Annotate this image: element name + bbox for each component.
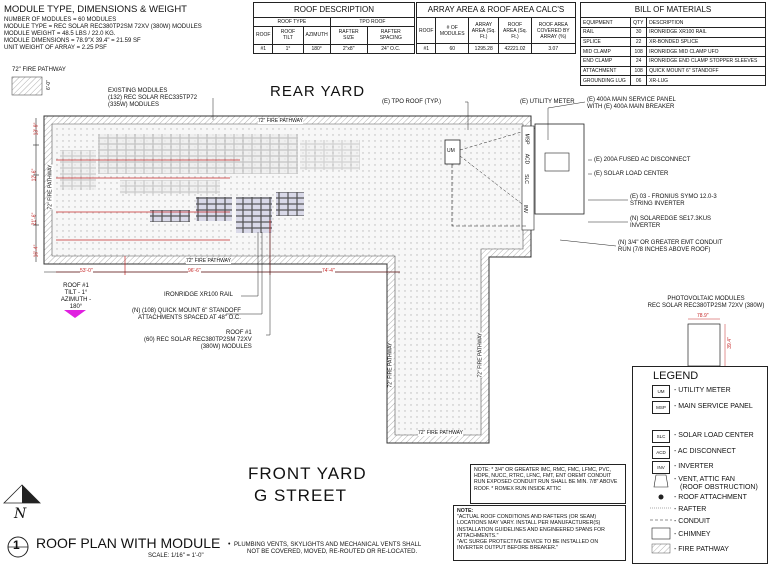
main-panel-line-1: (E) 400A MAIN SERVICE PANEL xyxy=(587,97,676,103)
roof-modules-callout xyxy=(144,330,252,351)
new-modules-group-1 xyxy=(196,197,232,221)
rear-yard-label: REAR YARD xyxy=(270,83,366,100)
roof-modules-line-2: (60) REC SOLAR REC380TP2SM 72XV xyxy=(144,337,252,343)
legend-label-vent: - VENT, ATTIC FAN xyxy=(674,476,735,483)
attachments-callout xyxy=(132,308,241,322)
fire-pathway-left: 72" FIRE PATHWAY xyxy=(47,164,54,210)
dim-bottom-3: 74'-4" xyxy=(322,268,335,274)
fire-pathway-side-dim: 6'-0" xyxy=(45,80,52,90)
inv-label: INV xyxy=(522,204,529,214)
bom-header-cell-1: EQUIPMENT xyxy=(581,18,631,28)
main-panel-line-2: WITH (E) 400A MAIN BREAKER xyxy=(587,104,675,110)
existing-modules-area-4 xyxy=(300,140,360,170)
bom-cell: SPLICE xyxy=(581,37,631,47)
acd-label: ACD xyxy=(523,153,530,165)
module-spec-line-1: NUMBER OF MODULES = 60 MODULES xyxy=(4,17,117,23)
array-area-title: ARRAY AREA & ROOF AREA CALC'S xyxy=(417,3,576,18)
bom-cell: QUICK MOUNT 6" STANDOFF xyxy=(647,66,766,76)
array-area-header-cell-5: ROOF AREA COVERED BY ARRAY (%) xyxy=(531,18,576,44)
pv-module-height: 39.4" xyxy=(726,337,733,349)
bom-cell: 06 xyxy=(631,76,647,86)
vents-note-line-2: NOT BE COVERED, MOVED, RE-ROUTED OR RE-LOCATED. xyxy=(247,549,418,555)
existing-modules-line-2: (132) REC SOLAR REC335TP72 xyxy=(108,95,198,101)
equipment-inner xyxy=(545,153,569,171)
bom-cell: 22 xyxy=(631,37,647,47)
msp-label: MSP xyxy=(523,133,530,145)
legend-label-acd: - AC DISCONNECT xyxy=(674,448,736,455)
plan-scale: SCALE: 1/16" = 1'-0" xyxy=(148,553,204,559)
conduit-callout xyxy=(618,240,723,254)
rail-callout: IRONRIDGE XR100 RAIL xyxy=(164,292,234,298)
existing-modules-area-1 xyxy=(98,134,298,174)
conduit-line-1: (N) 3/4" OR GREATER EMT CONDUIT xyxy=(618,240,723,246)
ac-disconnect-callout: (E) 200A FUSED AC DISCONNECT xyxy=(594,157,691,163)
general-note xyxy=(453,505,626,561)
bom-cell: 108 xyxy=(631,47,647,57)
legend-label-msp: - MAIN SERVICE PANEL xyxy=(674,403,753,410)
roof-desc-header-cell-4: RAFTER SIZE xyxy=(330,27,367,44)
existing-modules-area-3 xyxy=(120,180,220,194)
roof-desc-row-cell-5: 24" O.C. xyxy=(367,44,414,53)
attachments-line-1: (N) (108) QUICK MOUNT 6" STANDOFF xyxy=(132,308,241,314)
fire-pathway-top-label: 72" FIRE PATHWAY xyxy=(12,67,66,73)
legend-sym-msp: MSP xyxy=(652,401,670,414)
solar-center-callout: (E) SOLAR LOAD CENTER xyxy=(594,171,669,177)
vents-bullet: • xyxy=(228,541,231,548)
roof-description-title: ROOF DESCRIPTION xyxy=(254,3,415,18)
bom-cell: END CLAMP xyxy=(581,56,631,66)
legend-label-rafter: - RAFTER xyxy=(674,506,707,513)
bom-cell: GROUNDING LUG xyxy=(581,76,631,86)
north-arrow-icon xyxy=(4,485,40,503)
roof-modules-line-3: (380W) MODULES xyxy=(200,344,252,350)
legend-title: LEGEND xyxy=(653,370,699,382)
roof-tilt: TILT - 1° xyxy=(64,290,88,296)
dim-left-bottom: 16'-4" xyxy=(33,244,40,258)
existing-modules-line-3: (335W) MODULES xyxy=(108,102,160,108)
legend-label-um: - UTILITY METER xyxy=(674,387,731,394)
pv-module-title-line-2: REC SOLAR REC380TP2SM 72XV (380W) xyxy=(647,303,765,309)
bom-cell: IRONRIDGE MID CLAMP UFO xyxy=(647,47,766,57)
bom-cell: ATTACHMENT xyxy=(581,66,631,76)
roof-label xyxy=(56,283,96,311)
dim-bottom-2: 96'-6" xyxy=(188,268,201,274)
new-modules-group-2 xyxy=(236,197,272,233)
legend-label-inv: - INVERTER xyxy=(674,463,714,470)
fire-pathway-top: 72" FIRE PATHWAY xyxy=(258,118,303,124)
azimuth-marker xyxy=(64,310,86,318)
existing-modules-callout xyxy=(108,88,197,109)
bom-cell: 30 xyxy=(631,27,647,37)
fire-pathway-right1: 72" FIRE PATHWAY xyxy=(387,342,394,388)
vents-note-line-1: PLUMBING VENTS, SKYLIGHTS AND MECHANICAL VENTS SHALL xyxy=(234,542,422,548)
solaredge-line-1: (N) SOLAREDGE SE17.3KUS xyxy=(630,216,712,222)
legend-sym-um: UM xyxy=(652,385,670,398)
tpo-roof-callout: (E) TPO ROOF (TYP.) xyxy=(382,99,442,105)
general-note-title: NOTE: xyxy=(457,508,474,514)
bom-cell: XR-LUG xyxy=(647,76,766,86)
attachments-line-2: ATTACHMENTS SPACED AT 48" O.C. xyxy=(137,315,241,321)
dim-left-mid: 12'-6" xyxy=(31,168,38,182)
legend-label-slc: - SOLAR LOAD CENTER xyxy=(674,432,754,439)
general-note-line-2: "A/C SURGE PROTECTIVE DEVICE TO BE INSTALLED ON INVERTER OUTPUT BEFORE BREAKER." xyxy=(457,539,599,552)
slc-label: SLC xyxy=(522,174,529,184)
fire-pathway-bottom: 72" FIRE PATHWAY xyxy=(418,430,463,436)
bom-title: BILL OF MATERIALS xyxy=(581,3,766,18)
fire-pathway-right2: 72" FIRE PATHWAY xyxy=(477,332,484,378)
utility-meter-callout: (E) UTILITY METER xyxy=(520,99,575,105)
roof-desc-row-cell-4: 2"x8" xyxy=(330,44,367,53)
roof-desc-header-cell-1: ROOF xyxy=(254,27,273,44)
array-area-header-cell-1: ROOF xyxy=(417,18,436,44)
legend-label-chimney: - CHIMNEY xyxy=(674,531,711,538)
bom-cell: IRONRIDGE XR100 RAIL xyxy=(647,27,766,37)
array-area-row-cell-4: 42221.02 xyxy=(499,44,531,54)
fire-pathway-mid: 72" FIRE PATHWAY xyxy=(186,258,231,264)
array-area-row-cell-1: #1 xyxy=(417,44,436,54)
module-spec-line-5: UNIT WEIGHT OF ARRAY = 2.25 PSF xyxy=(4,45,107,51)
pv-module-title xyxy=(646,296,766,310)
roof-desc-row-cell-2: 1° xyxy=(273,44,303,53)
module-spec-line-2: MODULE TYPE = REC SOLAR REC380TP2SM 72XV (380W) MODULES xyxy=(4,24,202,30)
array-area-row-cell-5: 3.07 xyxy=(531,44,576,54)
front-yard-label: FRONT YARD xyxy=(248,464,367,483)
bom-cell: 108 xyxy=(631,66,647,76)
main-panel-callout xyxy=(587,97,676,111)
bom-header-cell-2: QTY xyxy=(631,18,647,28)
solaredge-callout xyxy=(630,216,711,230)
pv-module-width: 78.9" xyxy=(697,313,709,319)
plan-title: ROOF PLAN WITH MODULE xyxy=(36,535,221,551)
module-spec-line-3: MODULE WEIGHT = 48.5 LBS / 22.0 KG. xyxy=(4,31,116,37)
pv-module-drawing xyxy=(688,324,720,366)
legend-sym-acd: ACD xyxy=(652,446,670,459)
legend-label-vent2: (ROOF OBSTRUCTION) xyxy=(680,484,758,491)
roof-desc-header-cell-3: AZIMUTH xyxy=(303,27,330,44)
bom-cell: MID CLAMP xyxy=(581,47,631,57)
legend-label-conduit: - CONDUIT xyxy=(674,518,711,525)
dim-bottom-1: 53'-0" xyxy=(80,268,93,274)
legend-sym-slc: SLC xyxy=(652,430,670,443)
roof-type-group: ROOF TYPE xyxy=(254,17,331,26)
existing-modules-line-1: EXISTING MODULES xyxy=(108,88,168,94)
roof-modules-line-1: ROOF #1 xyxy=(226,330,252,336)
roof-desc-header-cell-5: RAFTER SPACING xyxy=(367,27,414,44)
roof-desc-header-cell-2: ROOF TILT xyxy=(273,27,303,44)
new-modules-group-3 xyxy=(276,192,304,216)
roof-azimuth: AZIMUTH - 180° xyxy=(60,297,92,310)
array-area-header-cell-4: ROOF AREA (Sq. Ft.) xyxy=(499,18,531,44)
bom-cell: RAIL xyxy=(581,27,631,37)
dim-top-left: 13'-9" xyxy=(33,122,40,136)
fronius-callout xyxy=(630,194,717,208)
um-label: UM xyxy=(447,148,455,154)
module-spec-title: MODULE TYPE, DIMENSIONS & WEIGHT xyxy=(4,4,187,15)
legend-sym-inv: INV xyxy=(652,461,670,474)
general-note-line-1: "ACTUAL ROOF CONDITIONS AND RAFTERS (OR SEAM) LOCATIONS MAY VARY. INSTALL PER MANUFACTURER(S) INSTALLATION GUIDELINES AND ENGINEERED SPANS FOR ATTACHMENTS." xyxy=(457,514,605,539)
fronius-line-1: (E) 03 - FRONIUS SYMO 12.0-3 xyxy=(630,194,717,200)
dim-left-lower: 21'-6" xyxy=(31,212,38,226)
bom-cell: XR-BONDED SPLICE xyxy=(647,37,766,47)
array-area-row-cell-2: 60 xyxy=(436,44,469,54)
bom-cell: IRONRIDGE END CLAMP STOPPER SLEEVES xyxy=(647,56,766,66)
array-area-header-cell-3: ARRAY AREA (Sq. Ft.) xyxy=(469,18,499,44)
street-label: G STREET xyxy=(254,486,348,505)
roof-desc-row-cell-3: 180° xyxy=(303,44,330,53)
vents-note xyxy=(234,542,421,556)
legend-label-fire-pathway: - FIRE PATHWAY xyxy=(674,546,729,553)
solaredge-line-2: INVERTER xyxy=(630,223,661,229)
bom-header-cell-3: DESCRIPTION xyxy=(647,18,766,28)
array-area-header-cell-2: # OF MODULES xyxy=(436,18,469,44)
conduit-note: NOTE: * 3/4" OR GREATER IMC, RMC, FMC, LFMC, PVC, HDPE, NUCC, RTRC, LFNC, FMT, ENT OREMT CONDUIT RUN EXPOSED CONDUIT RUN SHALL BE MIN. 7/8" ABOVE ROOF. * ROMEX RUN INSIDE ATTIC xyxy=(470,464,626,504)
title-number: 1 xyxy=(13,538,20,552)
existing-modules-area-2 xyxy=(60,150,96,190)
legend-label-attachment: - ROOF ATTACHMENT xyxy=(674,494,747,501)
fire-pathway-sample xyxy=(12,77,42,95)
bom-cell: 24 xyxy=(631,56,647,66)
conduit-line-2: RUN (7/8 INCHES ABOVE ROOF) xyxy=(618,247,711,253)
roof-number: ROOF #1 xyxy=(63,283,89,289)
north-letter: N xyxy=(14,506,27,522)
module-spec-line-4: MODULE DIMENSIONS = 78.9"X 39.4" = 21.59 SF xyxy=(4,38,141,44)
tpo-roof-group: TPO ROOF xyxy=(330,17,414,26)
pv-module-title-line-1: PHOTOVOLTAIC MODULES xyxy=(667,296,745,302)
array-area-row-cell-3: 1295.28 xyxy=(469,44,499,54)
fronius-line-2: STRING INVERTER xyxy=(630,201,685,207)
roof-desc-row-cell-1: #1 xyxy=(254,44,273,53)
